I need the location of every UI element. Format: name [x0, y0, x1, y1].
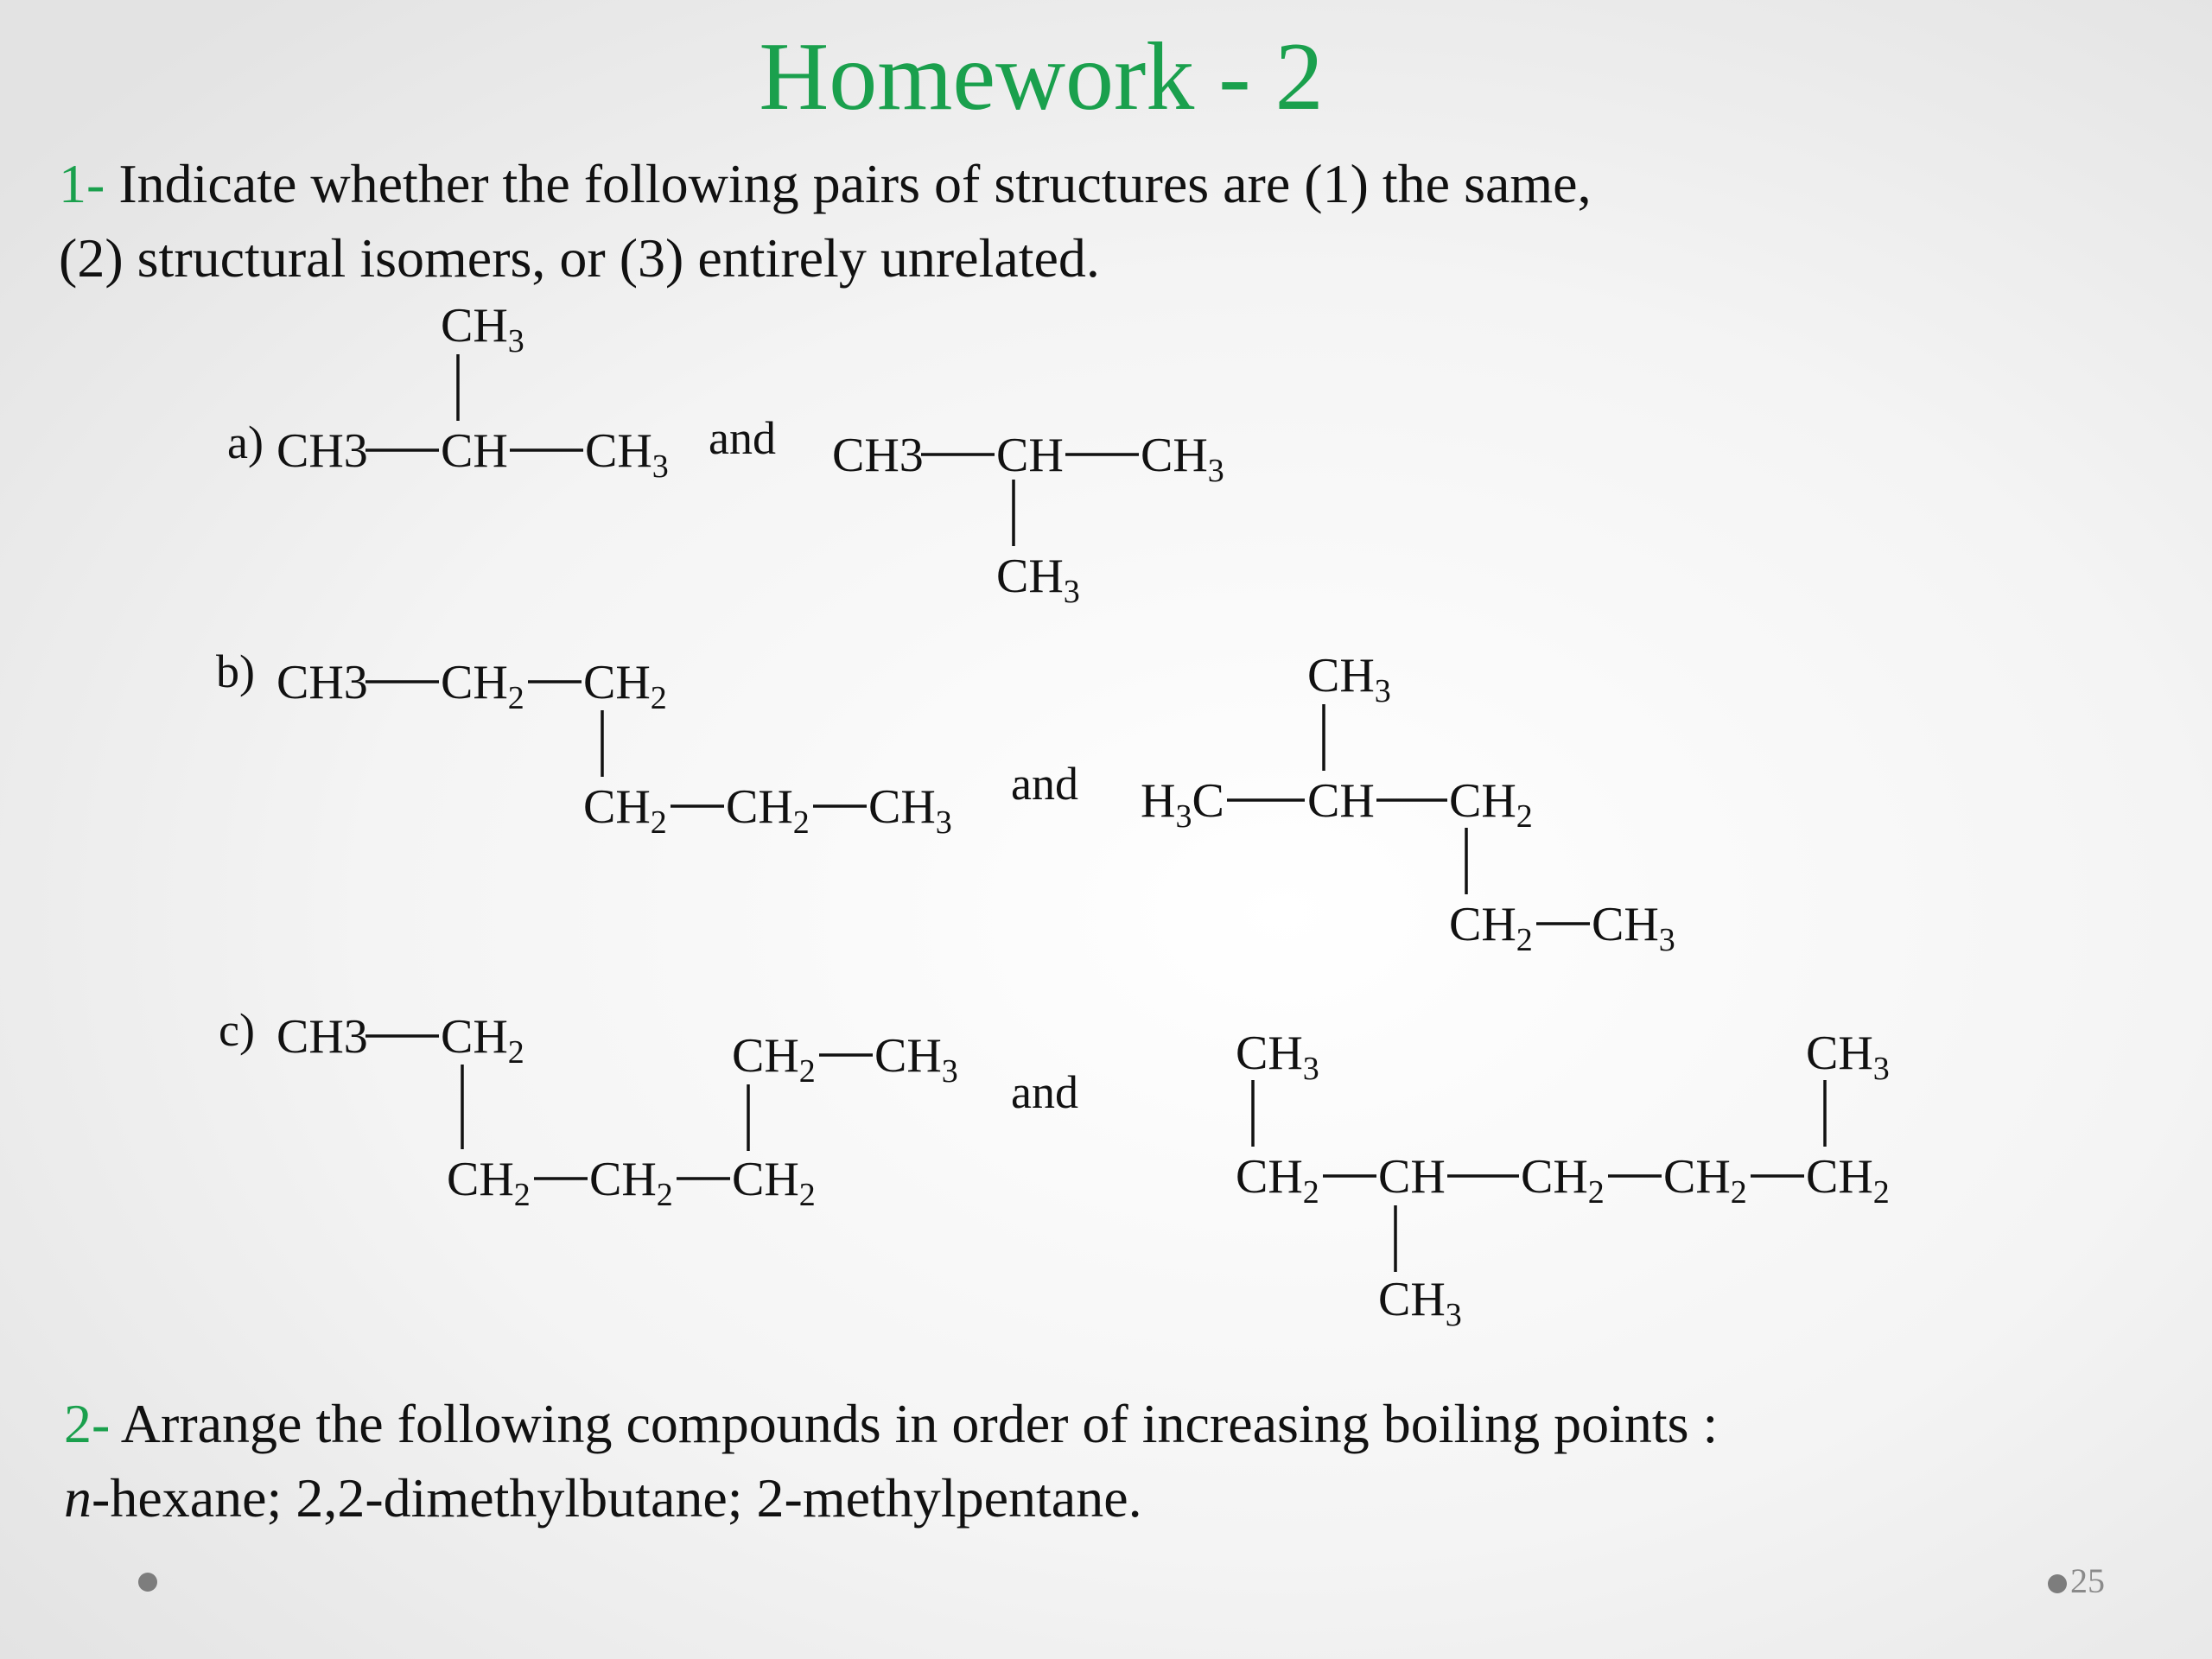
c1-ch2-a: $CH_2$ [441, 1010, 524, 1071]
question-1-line-2: (2) structural isomers, or (3) entirely unrelated. [59, 227, 1100, 289]
b2-ch3-end: $CH_3$ [1592, 898, 1675, 958]
c1-ch2-d: $CH_2$ [732, 1153, 816, 1213]
a1-top-ch3: $CH_3$ [441, 299, 524, 359]
c2-ch: CH [1378, 1150, 1446, 1204]
structure-c-left [276, 1010, 958, 1213]
question-2-text: Arrange the following compounds in order of increasing boiling points : [110, 1393, 1719, 1454]
b1-ch2-c: $CH_2$ [583, 780, 667, 841]
structure-a-right [832, 429, 1224, 610]
c2-ch2-d: $CH_2$ [1806, 1150, 1890, 1211]
pair-a-label: a) [227, 416, 264, 468]
page-dot-icon [2048, 1574, 2067, 1593]
a2-bottom-ch3: $CH_3$ [996, 550, 1080, 610]
pair-b-and: and [1011, 758, 1078, 810]
a2-ch: CH [996, 429, 1064, 482]
b2-ch: CH [1307, 774, 1375, 828]
n-prefix: n [64, 1467, 92, 1529]
b2-h3c: $H_3C$ [1141, 774, 1224, 835]
b1-ch2-b: $CH_2$ [583, 656, 667, 716]
a1-ch3-right: $CH_3$ [585, 424, 669, 485]
a1-ch: CH [441, 424, 508, 478]
structure-a-left [276, 299, 669, 485]
question-1-number: 1- [59, 153, 105, 214]
b2-ch2: $CH_2$ [1449, 774, 1533, 835]
b1-ch2-d: $CH_2$ [726, 780, 810, 841]
slide-title: Homework - 2 [759, 23, 1324, 130]
c2-top-left-ch3: $CH_3$ [1236, 1027, 1319, 1087]
question-2-number: 2- [64, 1393, 111, 1454]
b1-ch3: CH3 [276, 656, 368, 709]
c1-ch2-e: $CH_2$ [732, 1029, 816, 1090]
question-2-line-1 [64, 1387, 1718, 1461]
c2-bottom-ch3: $CH_3$ [1378, 1273, 1462, 1333]
b2-top-ch3: $CH_3$ [1307, 649, 1391, 709]
structure-b-left [276, 656, 952, 841]
c2-top-right-ch3: $CH_3$ [1806, 1027, 1890, 1087]
c1-ch3: CH3 [276, 1010, 368, 1064]
pair-b-label: b) [216, 645, 255, 697]
compound-list: -hexane; 2,2-dimethylbutane; 2-methylpentane. [92, 1467, 1142, 1529]
structure-b-right [1141, 649, 1675, 958]
question-1-text: Indicate whether the following pairs of structures are (1) the same, [105, 153, 1592, 214]
pair-a-and: and [709, 412, 776, 464]
c2-ch2-a: $CH_2$ [1236, 1150, 1319, 1211]
structure-c-right [1236, 1027, 1890, 1333]
b1-ch2-a: $CH_2$ [441, 656, 524, 716]
a1-ch3-left: CH3 [276, 424, 368, 478]
a2-ch3-right: $CH_3$ [1141, 429, 1224, 489]
pair-c-label: c) [219, 1004, 255, 1056]
c1-ch2-c: $CH_2$ [589, 1153, 673, 1213]
b1-ch3-end: $CH_3$ [868, 780, 952, 841]
c1-ch3-end: $CH_3$ [874, 1029, 958, 1090]
c2-ch2-b: $CH_2$ [1521, 1150, 1605, 1211]
page-number: 25 [2070, 1561, 2105, 1600]
c1-ch2-b: $CH_2$ [447, 1153, 531, 1213]
question-2 [64, 1387, 1718, 1535]
pair-c-and: and [1011, 1066, 1078, 1118]
c2-ch2-c: $CH_2$ [1663, 1150, 1747, 1211]
bullet-dot-icon [138, 1573, 157, 1592]
b2-ch2-b: $CH_2$ [1449, 898, 1533, 958]
question-2-line-2 [64, 1461, 1718, 1535]
a2-ch3-left: CH3 [832, 429, 924, 482]
